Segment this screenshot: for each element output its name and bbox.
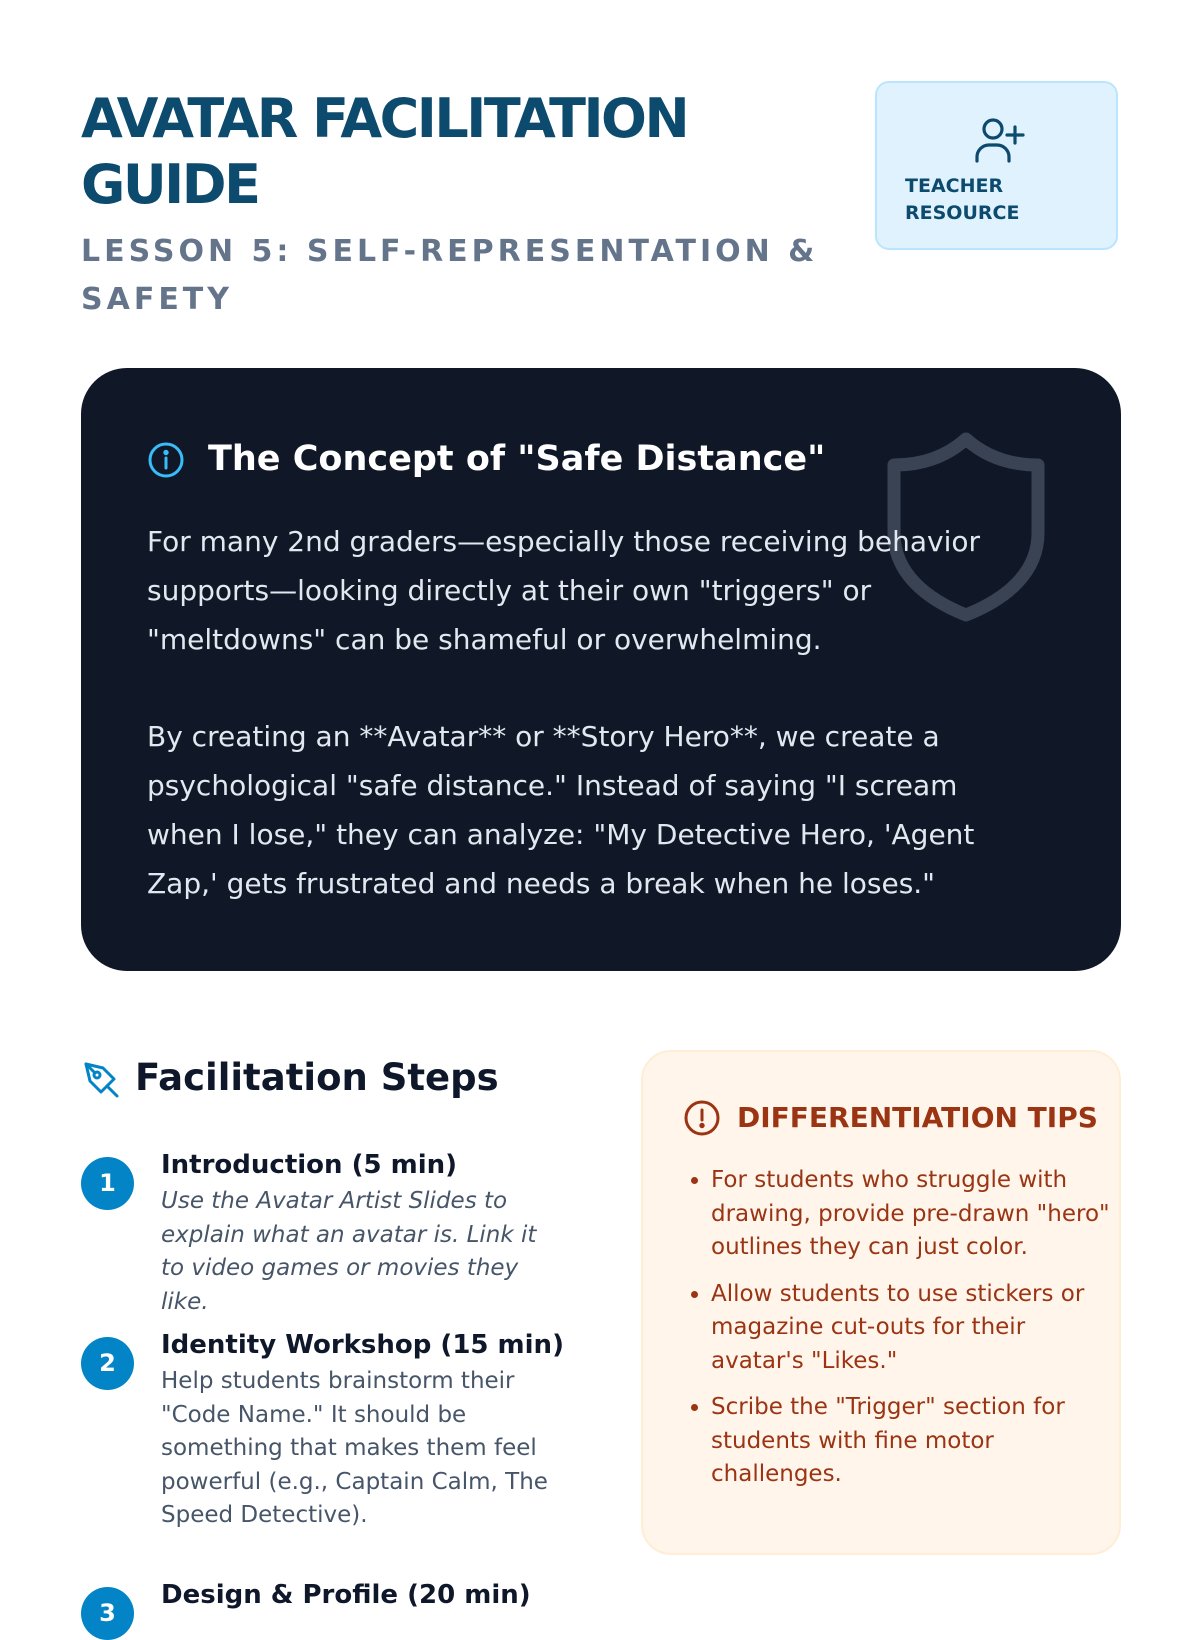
- page-title: AVATAR FACILITATION GUIDE: [81, 87, 688, 216]
- facilitation-steps-heading: Facilitation Steps: [135, 1056, 499, 1099]
- differentiation-tips-card: [641, 1050, 1121, 1555]
- pen-tool-icon: [81, 1059, 121, 1099]
- tips-list: [683, 1164, 1111, 1505]
- step-title: Design & Profile (20 min): [161, 1580, 531, 1610]
- tip-item: • For students who struggle with drawing, provide pre-drawn "hero" outlines they can just color.: [711, 1164, 1111, 1265]
- concept-paragraph-1: For many 2nd graders—especially those receiving behavior supports—looking directly at their own "triggers" or "meltdowns" can be shameful or overwhelming.: [147, 525, 981, 656]
- alert-circle-icon: [683, 1099, 721, 1137]
- step-title: Identity Workshop (15 min): [161, 1330, 564, 1360]
- badge-label: TEACHER RESOURCE: [905, 175, 1020, 224]
- step-description: Use the Avatar Artist Slides to explain what an avatar is. Link it to video games or movies they like.: [161, 1188, 537, 1315]
- step-number: 3: [81, 1587, 134, 1640]
- facilitation-steps-header: [81, 1055, 641, 1105]
- tip-item: • Allow students to use stickers or magazine cut-outs for their avatar's "Likes.": [711, 1278, 1111, 1379]
- teacher-resource-badge: [875, 81, 1118, 250]
- page-header: [81, 86, 841, 324]
- concept-paragraph-2: By creating an **Avatar** or **Story Hero**, we create a psychological "safe distance." Instead of saying "I scream when I lose," they can analyze: "My Detective Hero, 'Agent Zap,' gets frustrated and needs a break when he loses.": [147, 720, 975, 900]
- step-description: Help students brainstorm their "Code Name." It should be something that makes them feel powerful (e.g., Captain Calm, The Speed Detective).: [161, 1368, 548, 1528]
- tip-item: • Scribe the "Trigger" section for students with fine motor challenges.: [711, 1391, 1111, 1492]
- page-subtitle: LESSON 5: SELF-REPRESENTATION & SAFETY: [81, 234, 819, 317]
- step-number: 2: [81, 1337, 134, 1390]
- step-number: 1: [81, 1157, 134, 1210]
- concept-card: [81, 368, 1121, 971]
- info-icon: [147, 441, 185, 479]
- tips-heading: DIFFERENTIATION TIPS: [737, 1101, 1098, 1134]
- user-plus-icon: [973, 115, 1025, 167]
- step-title: Introduction (5 min): [161, 1150, 458, 1180]
- concept-heading: The Concept of "Safe Distance": [208, 439, 826, 479]
